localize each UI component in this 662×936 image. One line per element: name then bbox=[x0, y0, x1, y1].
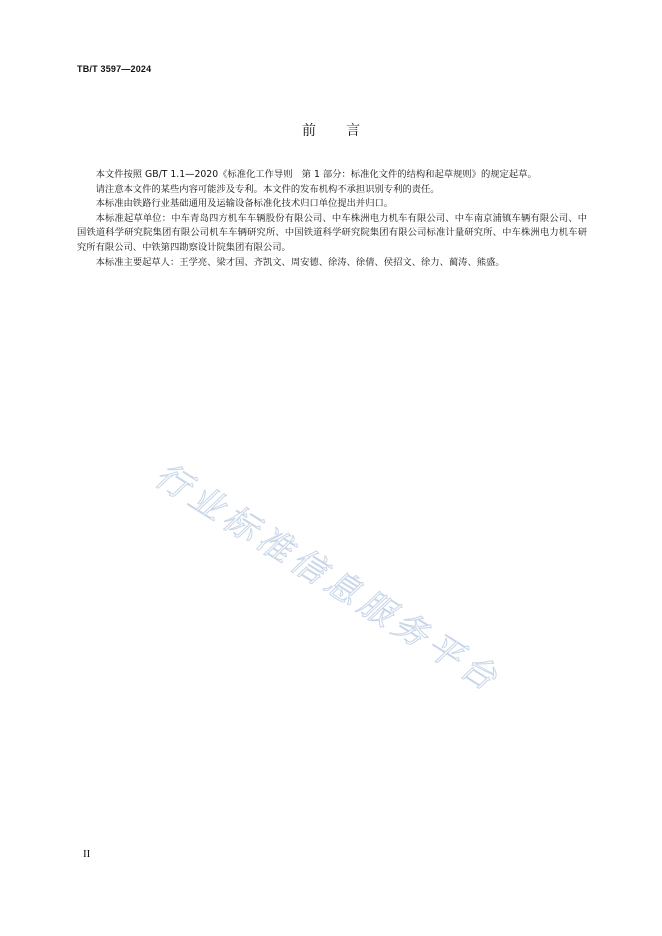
standard-number: TB/T 3597—2024 bbox=[77, 64, 152, 74]
watermark: 行业标准信息服务平台 bbox=[147, 455, 508, 702]
paragraph-patent-notice: 请注意本文件的某些内容可能涉及专利。本文件的发布机构不承担识别专利的责任。 bbox=[95, 183, 440, 195]
page-number: II bbox=[83, 848, 91, 860]
foreword-body bbox=[77, 168, 587, 270]
paragraph-drafting-units: 本标准起草单位：中车青岛四方机车车辆股份有限公司、中车株洲电力机车有限公司、中车南京浦镇车辆有限公司、中国铁道科学研究院集团有限公司机车车辆研究所、中国铁道科学研究院集团有限公司标准计量研究所、中车株洲电力机车研究所有限公司、中铁第四勘察设计院集团有限公司。 bbox=[77, 212, 587, 253]
page-title: 前言 bbox=[302, 123, 390, 139]
paragraph-drafting-rules: 本文件按照 GB/T 1.1—2020《标准化工作导则 第 1 部分：标准化文件的结构和起草规则》的规定起草。 bbox=[95, 169, 537, 180]
paragraph-proposer: 本标准由铁路行业基础通用及运输设备标准化技术归口单位提出并归口。 bbox=[95, 198, 394, 210]
paragraph-drafters: 本标准主要起草人：王学亮、梁才国、齐凯文、周安德、徐涛、徐倩、侯招文、徐力、蔺涛、熊盛。 bbox=[95, 256, 505, 268]
